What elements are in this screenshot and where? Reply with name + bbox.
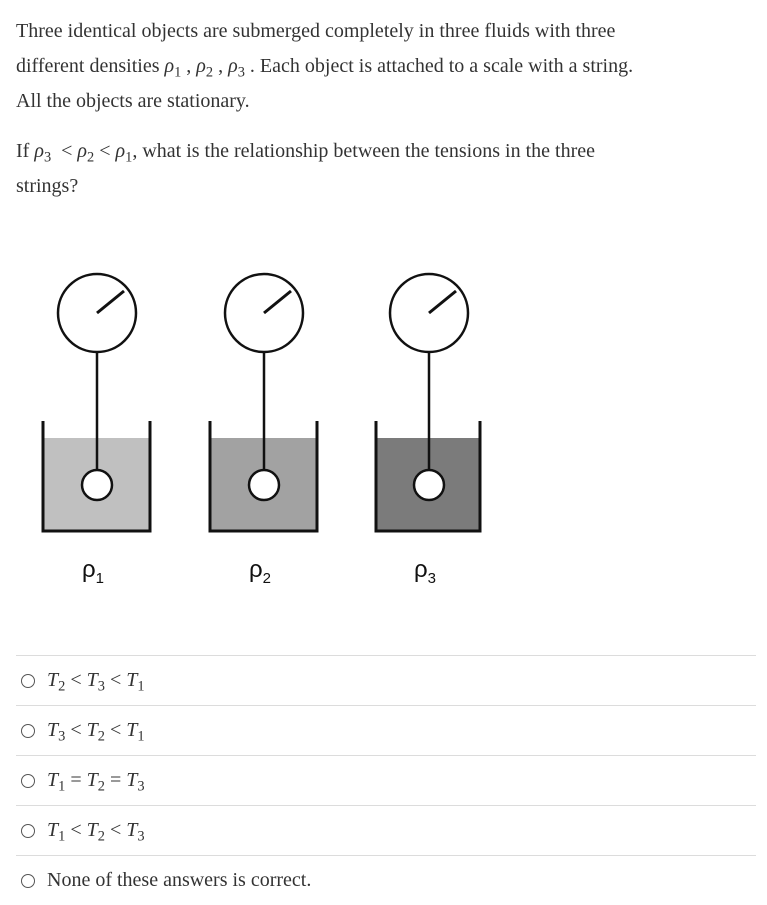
radio-button-5[interactable]: [21, 874, 35, 888]
answer-label-1: $T_2 < T_3 < T_1$: [47, 669, 145, 695]
object-2: [249, 470, 279, 500]
answer-option-1[interactable]: [16, 655, 756, 705]
answer-label-5: None of these answers is correct.: [47, 869, 312, 891]
answer-label-2: $T_3 < T_2 < T_1$: [47, 719, 145, 745]
setup-2: [210, 274, 317, 587]
object-1: [82, 470, 112, 500]
answer-label-3: $T_1 = T_2 = T_3$: [47, 769, 145, 795]
density-label-2: $\rho_2$: [249, 556, 271, 587]
answer-option-4[interactable]: [16, 805, 756, 855]
density-label-3: $\rho_3$: [414, 556, 436, 587]
answer-option-3[interactable]: [16, 755, 756, 805]
radio-button-4[interactable]: [21, 824, 35, 838]
answer-option-2[interactable]: [16, 705, 756, 755]
question-paragraph-1: Three identical objects are submerged completely in three fluids with three different densities $\rho_1$ , $\rho_2$ , $\rho_3$ . Each object is attached to a scale with a string. All the objects are stationary.: [16, 20, 634, 112]
question-paragraph-2: If $\rho_3 < \rho_2 < \rho_1$, what is the relationship between the tensions in the three strings?: [16, 140, 595, 197]
answer-label-4: $T_1 < T_2 < T_3$: [47, 819, 145, 845]
radio-button-3[interactable]: [21, 774, 35, 788]
object-3: [414, 470, 444, 500]
radio-button-1[interactable]: [21, 674, 35, 688]
radio-button-2[interactable]: [21, 724, 35, 738]
setup-3: [376, 274, 480, 587]
setup-1: [43, 274, 150, 587]
density-label-1: $\rho_1$: [82, 556, 104, 587]
answer-options: [16, 655, 756, 905]
rho-sub-1: 1: [174, 64, 182, 81]
